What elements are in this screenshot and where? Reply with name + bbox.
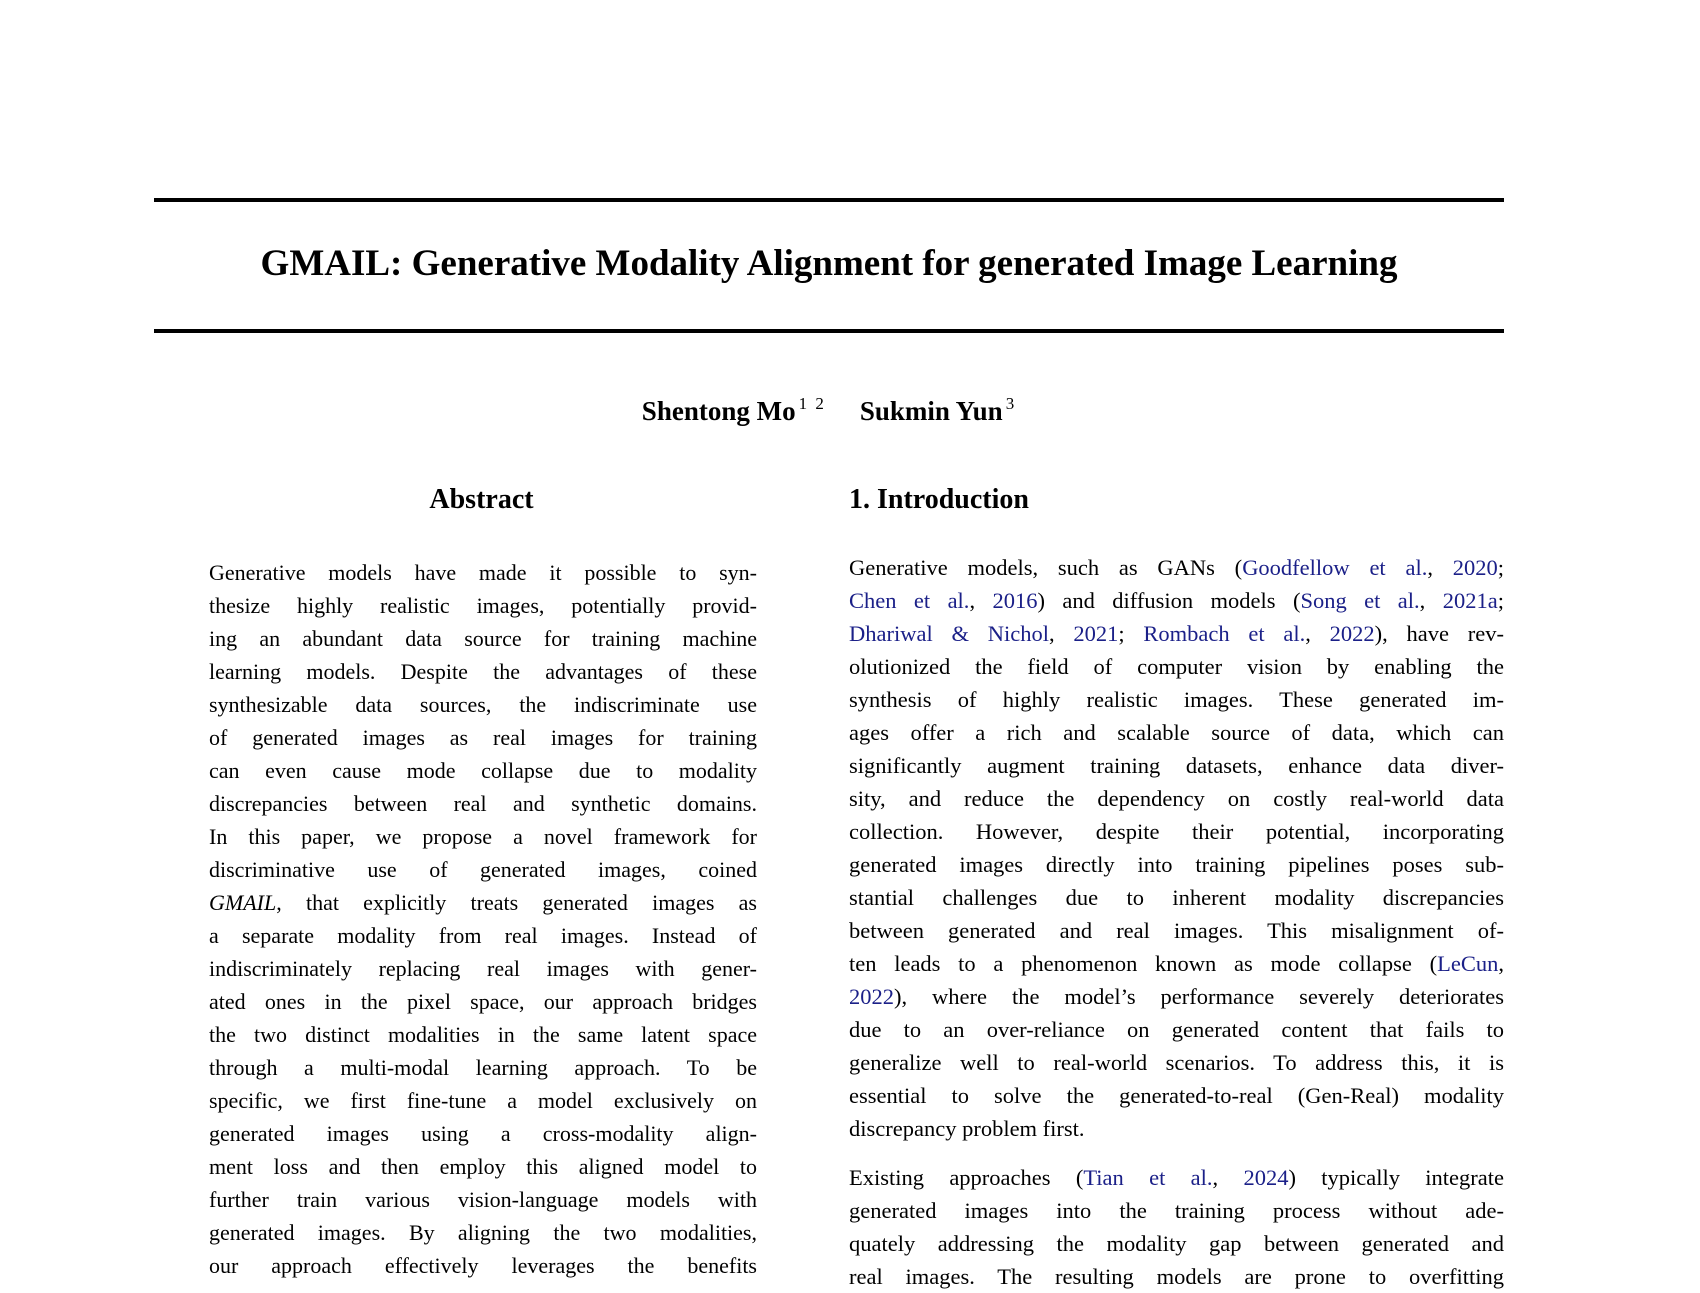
introduction-text: [849, 551, 1504, 1293]
text-line: generated images directly into training pipelines poses sub-: [849, 852, 1504, 877]
citation-link[interactable]: 2020: [1452, 555, 1498, 580]
text-line: generated images using a cross-modality align-: [209, 1121, 757, 1146]
text-line: ment loss and then employ this aligned model to: [209, 1154, 757, 1179]
text-line: Dhariwal & Nichol, 2021; Rombach et al., 2022), have rev-: [849, 621, 1504, 646]
text-line: GMAIL, that explicitly treats generated images as: [209, 890, 757, 915]
right-column: [849, 483, 1504, 1293]
text-line: stantial challenges due to inherent modality discrepancies: [849, 885, 1504, 910]
citation-link[interactable]: 2021: [1073, 621, 1119, 646]
author: [860, 396, 1016, 426]
text-line: synthesis of highly realistic images. These generated im-: [849, 687, 1504, 712]
text-line: generated images. By aligning the two modalities,: [209, 1220, 757, 1245]
text-line: our approach effectively leverages the benefits: [209, 1253, 757, 1278]
citation-link[interactable]: Rombach et al.: [1143, 621, 1306, 646]
title-rule-bottom: [154, 329, 1504, 333]
text-line: can even cause mode collapse due to modality: [209, 758, 757, 783]
text-line: specific, we first fine-tune a model exclusively on: [209, 1088, 757, 1113]
left-column: [154, 483, 809, 1282]
text-line: ten leads to a phenomenon known as mode collapse (LeCun,: [849, 951, 1504, 976]
text-line: learning models. Despite the advantages of these: [209, 659, 757, 684]
text-line: further train various vision-language models with: [209, 1187, 757, 1212]
text-line: through a multi-modal learning approach. To be: [209, 1055, 757, 1080]
text-line: generalize well to real-world scenarios. To address this, it is: [849, 1050, 1504, 1075]
abstract-heading: Abstract: [429, 484, 534, 515]
text-line: Generative models, such as GANs (Goodfellow et al., 2020;: [849, 555, 1504, 580]
citation-link[interactable]: Song et al.: [1300, 588, 1420, 613]
text-line: between generated and real images. This misalignment of-: [849, 918, 1504, 943]
citation-link[interactable]: 2021a: [1442, 588, 1498, 613]
text-line: ing an abundant data source for training machine: [209, 626, 757, 651]
text-line: thesize highly realistic images, potentially provid-: [209, 593, 757, 618]
introduction-heading: 1. Introduction: [849, 484, 1029, 515]
text-line: ages offer a rich and scalable source of data, which can: [849, 720, 1504, 745]
citation-link[interactable]: Tian et al.: [1083, 1165, 1213, 1190]
text-line: Chen et al., 2016) and diffusion models (Song et al., 2021a;: [849, 588, 1504, 613]
text-line: of generated images as real images for training: [209, 725, 757, 750]
text-line: 2022), where the model’s performance severely deteriorates: [849, 984, 1504, 1009]
citation-link[interactable]: Chen et al.: [849, 588, 970, 613]
citation-link[interactable]: 2024: [1243, 1165, 1289, 1190]
text-line: olutionized the field of computer vision by enabling the: [849, 654, 1504, 679]
text-line: Generative models have made it possible to syn-: [209, 560, 757, 585]
text-line: significantly augment training datasets, enhance data diver-: [849, 753, 1504, 778]
citation-link[interactable]: 2022: [1329, 621, 1375, 646]
text-line: collection. However, despite their potential, incorporating: [849, 819, 1504, 844]
author: [642, 396, 826, 426]
author-name: Shentong Mo: [641, 396, 796, 426]
paper-title: GMAIL: Generative Modality Alignment for generated Image Learning: [260, 243, 1398, 284]
citation-link[interactable]: Dhariwal & Nichol: [849, 621, 1049, 646]
text-line: ated ones in the pixel space, our approach bridges: [209, 989, 757, 1014]
text-line: synthesizable data sources, the indiscriminate use: [209, 692, 757, 717]
title-rule-top: [154, 198, 1504, 202]
text-line: Existing approaches (Tian et al., 2024) typically integrate: [849, 1165, 1504, 1190]
introduction-paragraph-1: [849, 551, 1504, 1145]
text-line: essential to solve the generated-to-real (Gen-Real) modality: [849, 1083, 1504, 1108]
text-line: generated images into the training process without ade-: [849, 1198, 1504, 1223]
text-line: indiscriminately replacing real images with gener-: [209, 956, 757, 981]
author-name: Sukmin Yun: [859, 396, 1003, 426]
author-affiliation-marker: 3: [1005, 394, 1017, 413]
citation-link[interactable]: LeCun: [1437, 951, 1499, 976]
author-affiliation-marker: 1 2: [798, 394, 826, 413]
citation-link[interactable]: 2016: [992, 588, 1038, 613]
abstract-text: [209, 556, 757, 1282]
text-line: In this paper, we propose a novel framework for: [209, 824, 757, 849]
emphasized-term: GMAIL: [209, 890, 277, 915]
text-line: discriminative use of generated images, coined: [209, 857, 757, 882]
text-line: quately addressing the modality gap between generated and: [849, 1231, 1504, 1256]
text-line: due to an over-reliance on generated content that fails to: [849, 1017, 1504, 1042]
text-line: a separate modality from real images. Instead of: [209, 923, 757, 948]
citation-link[interactable]: 2022: [849, 984, 894, 1009]
text-line: the two distinct modalities in the same latent space: [209, 1022, 757, 1047]
author-line: [154, 388, 1504, 428]
introduction-paragraph-2: [849, 1161, 1504, 1293]
text-line: sity, and reduce the dependency on costly real-world data: [849, 786, 1504, 811]
text-line: discrepancies between real and synthetic domains.: [209, 791, 757, 816]
text-line: real images. The resulting models are prone to overfitting: [849, 1264, 1504, 1289]
citation-link[interactable]: Goodfellow et al.: [1242, 555, 1428, 580]
text-line: discrepancy problem first.: [849, 1116, 1085, 1141]
